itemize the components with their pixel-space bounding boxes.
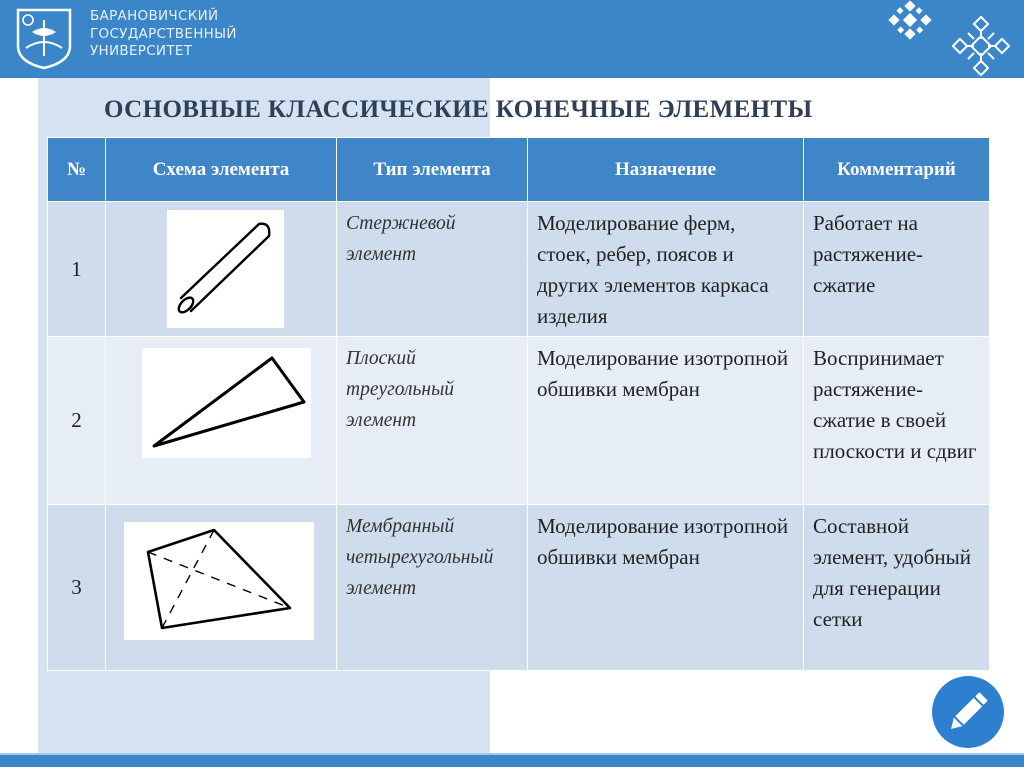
snowflake-ornament-icon: [884, 0, 936, 42]
scheme-cell: [106, 202, 337, 337]
row-number: 2: [48, 337, 106, 505]
university-line-1: БАРАНОВИЧСКИЙ: [90, 8, 219, 24]
scheme-cell: [106, 337, 337, 505]
slide-title: ОСНОВНЫЕ КЛАССИЧЕСКИЕ КОНЕЧНЫЕ ЭЛЕМЕНТЫ: [104, 96, 813, 123]
element-comment: Составной элемент, удобный для генерации сетки: [804, 505, 990, 671]
table-row: [48, 202, 990, 337]
university-line-3: УНИВЕРСИТЕТ: [90, 43, 193, 59]
university-logo-icon: [14, 6, 74, 70]
header-comment: Комментарий: [804, 138, 990, 202]
header-scheme: Схема элемента: [106, 138, 337, 202]
triangle-element-icon: [142, 348, 311, 458]
edit-button[interactable]: [932, 676, 1004, 748]
rod-element-image: [167, 210, 284, 328]
elements-table: [47, 137, 990, 671]
header-purpose: Назначение: [528, 138, 804, 202]
bottom-bar: [0, 755, 1024, 767]
element-purpose: Моделирование изотропной обшивки мембран: [528, 337, 804, 505]
header-bar: [0, 0, 1024, 78]
quad-element-image: [124, 522, 314, 640]
element-type: Плоский треугольный элемент: [337, 337, 528, 505]
row-number: 1: [48, 202, 106, 337]
quad-element-icon: [124, 522, 314, 640]
pencil-edit-icon: [932, 676, 1004, 748]
element-type: Стержневой элемент: [337, 202, 528, 337]
table-header-row: [48, 138, 990, 202]
table-row: [48, 505, 990, 671]
header-type: Тип элемента: [337, 138, 528, 202]
header-num: №: [48, 138, 106, 202]
row-number: 3: [48, 505, 106, 671]
element-purpose: Моделирование ферм, стоек, ребер, поясов и других элементов каркаса изделия: [528, 202, 804, 337]
table-row: [48, 337, 990, 505]
right-strip: [1004, 78, 1024, 758]
scheme-cell: [106, 505, 337, 671]
triangle-element-image: [142, 348, 311, 458]
element-type: Мембранный четырехугольный элемент: [337, 505, 528, 671]
rod-element-icon: [167, 210, 284, 328]
element-purpose: Моделирование изотропной обшивки мембран: [528, 505, 804, 671]
element-comment: Воспринимает растяжение-сжатие в своей плоскости и сдвиг: [804, 337, 990, 505]
element-comment: Работает на растяжение-сжатие: [804, 202, 990, 337]
university-name: [90, 8, 237, 61]
snowflake-ornament-icon: [952, 16, 1010, 76]
university-line-2: ГОСУДАРСТВЕННЫЙ: [90, 25, 237, 42]
